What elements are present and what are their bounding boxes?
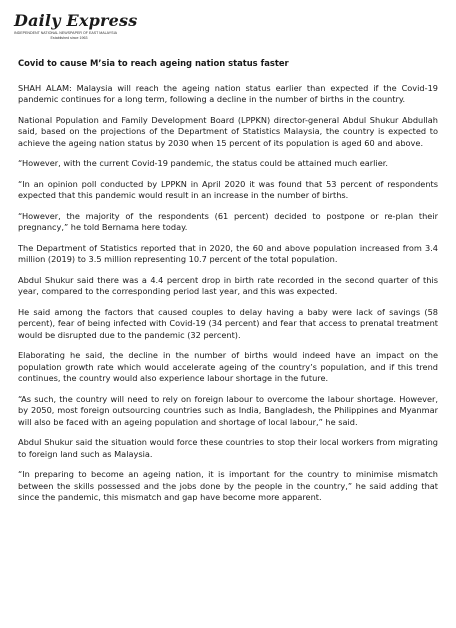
- article-paragraph: SHAH ALAM: Malaysia will reach the ageing nation status earlier than expected if the Covid-19 pandemic continues for a long term, following a decline in the number of births in the country.: [18, 83, 438, 105]
- article-paragraph: Elaborating he said, the decline in the number of births would indeed have an impact on the population growth rate which would accelerate ageing of the country’s population, and if this trend continues, the country would also experience labour shortage in the future.: [18, 350, 438, 384]
- article-paragraph: Abdul Shukur said the situation would force these countries to stop their local workers from migrating to foreign land such as Malaysia.: [18, 437, 438, 459]
- article-paragraph: The Department of Statistics reported that in 2020, the 60 and above population increased from 3.4 million (2019) to 3.5 million representing 10.7 percent of the total population.: [18, 243, 438, 265]
- article-paragraph: “In preparing to become an ageing nation, it is important for the country to minimise mismatch between the skills possessed and the jobs done by the people in the country,” he said adding that since the pandemic, this mismatch and gap have become more apparent.: [18, 469, 438, 503]
- article-paragraph: “However, the majority of the respondents (61 percent) decided to postpone or re-plan their pregnancy,” he told Bernama here today.: [18, 211, 438, 233]
- article-paragraph: “In an opinion poll conducted by LPPKN in April 2020 it was found that 53 percent of respondents expected that this pandemic would result in an increase in the number of births.: [18, 179, 438, 201]
- article-paragraph: “However, with the current Covid-19 pandemic, the status could be attained much earlier.: [18, 158, 388, 169]
- article-paragraph: “As such, the country will need to rely on foreign labour to overcome the labour shortage. However, by 2050, most foreign outsourcing countries such as India, Bangladesh, the Philippines and Myanmar will also be faced with an ageing population and shortage of local labour,” he said.: [18, 393, 438, 427]
- masthead-tagline: INDEPENDENT NATIONAL NEWSPAPER OF EAST MALAYSIA: [14, 31, 117, 35]
- article: [18, 58, 438, 513]
- article-headline: Covid to cause M’sia to reach ageing nation status faster: [18, 58, 289, 68]
- article-paragraph: He said among the factors that caused couples to delay having a baby were lack of savings (58 percent), fear of being infected with Covid-19 (34 percent) and fear that access to prenatal treatment would be disrupted due to the pandemic (32 percent).: [18, 307, 438, 340]
- article-paragraph: National Population and Family Development Board (LPPKN) director-general Abdul Shukur Abdullah said, based on the projections of the Department of Statistics Malaysia, the country is expected to achieve the ageing nation status by 2030 when 15 percent of its population is aged 60 and above.: [18, 115, 438, 148]
- masthead-established: Established since 1963: [50, 36, 88, 40]
- masthead: [14, 12, 154, 41]
- newspaper-logo: Daily Express: [14, 11, 138, 30]
- article-paragraph: Abdul Shukur said there was a 4.4 percent drop in birth rate recorded in the second quarter of this year, compared to the corresponding period last year, and this was expected.: [18, 275, 438, 297]
